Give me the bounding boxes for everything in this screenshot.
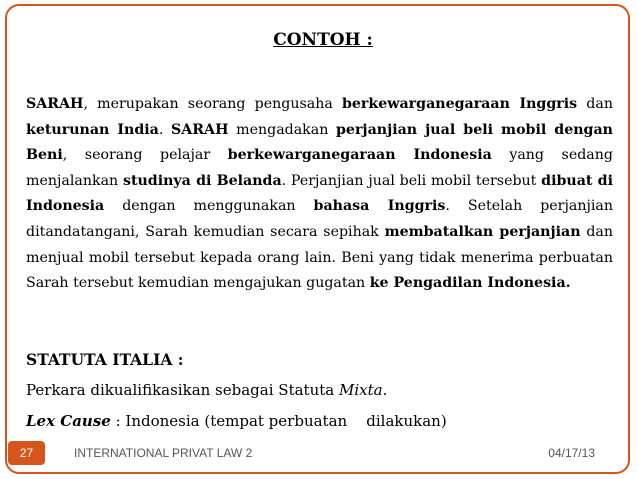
para-s1: SARAH <box>26 96 84 112</box>
para-s3: berkewarganegaraan Inggris <box>341 96 578 112</box>
para-s21: ke Pengadilan Indonesia. <box>369 275 571 292</box>
lex-cause-text: : Indonesia (tempat perbuatan dilakukan) <box>110 412 447 430</box>
line1-period: . <box>382 381 388 399</box>
para-s20: dan menjual mobil tersebut kepada orang lain. Beni yang tidak menerima perbuatan Sarah tersebut kemudian mengajukan gugatan <box>26 223 613 292</box>
para-s2: , merupakan seorang pengusaha <box>83 96 342 112</box>
para-s6: . <box>158 121 172 138</box>
line1-mixta: Mixta <box>338 381 383 399</box>
line1-text: Perkara dikualifikasikan sebagai Statuta <box>26 381 339 399</box>
para-s15: dibuat di Indonesia <box>26 172 613 215</box>
lex-cause-label: Lex Cause <box>26 412 111 430</box>
para-s7: SARAH <box>171 121 229 138</box>
footer-date: 04/17/13 <box>548 446 595 460</box>
footer-title: INTERNATIONAL PRIVAT LAW 2 <box>74 446 253 460</box>
statuta-heading: STATUTA ITALIA : <box>26 350 184 369</box>
case-paragraph <box>26 92 613 297</box>
slide-title: CONTOH : <box>273 30 373 50</box>
para-s11: berkewarganegaraan Indonesia <box>227 147 492 164</box>
para-s8: mengadakan <box>228 121 337 138</box>
para-s12: yang sedang menjalankan <box>26 147 613 189</box>
para-s17: bahasa Inggris <box>313 198 446 215</box>
para-s14: . Perjanjian jual beli mobil tersebut <box>281 172 542 189</box>
para-s16: dengan menggunakan <box>104 198 314 215</box>
para-s19: membatalkan perjanjian <box>384 223 581 240</box>
para-s4: dan <box>577 96 613 112</box>
para-s5: keturunan India <box>26 121 159 138</box>
para-s9: perjanjian jual beli mobil dengan Beni <box>26 121 613 164</box>
para-s10: , seorang pelajar <box>62 147 228 164</box>
page-number: 27 <box>8 441 45 465</box>
lex-cause-line <box>26 412 447 430</box>
para-s18: . Setelah perjanjian ditandatangani, Sarah kemudian secara sepihak <box>26 198 613 240</box>
para-s13: studinya di Belanda <box>122 172 282 189</box>
qualification-line <box>26 381 387 399</box>
